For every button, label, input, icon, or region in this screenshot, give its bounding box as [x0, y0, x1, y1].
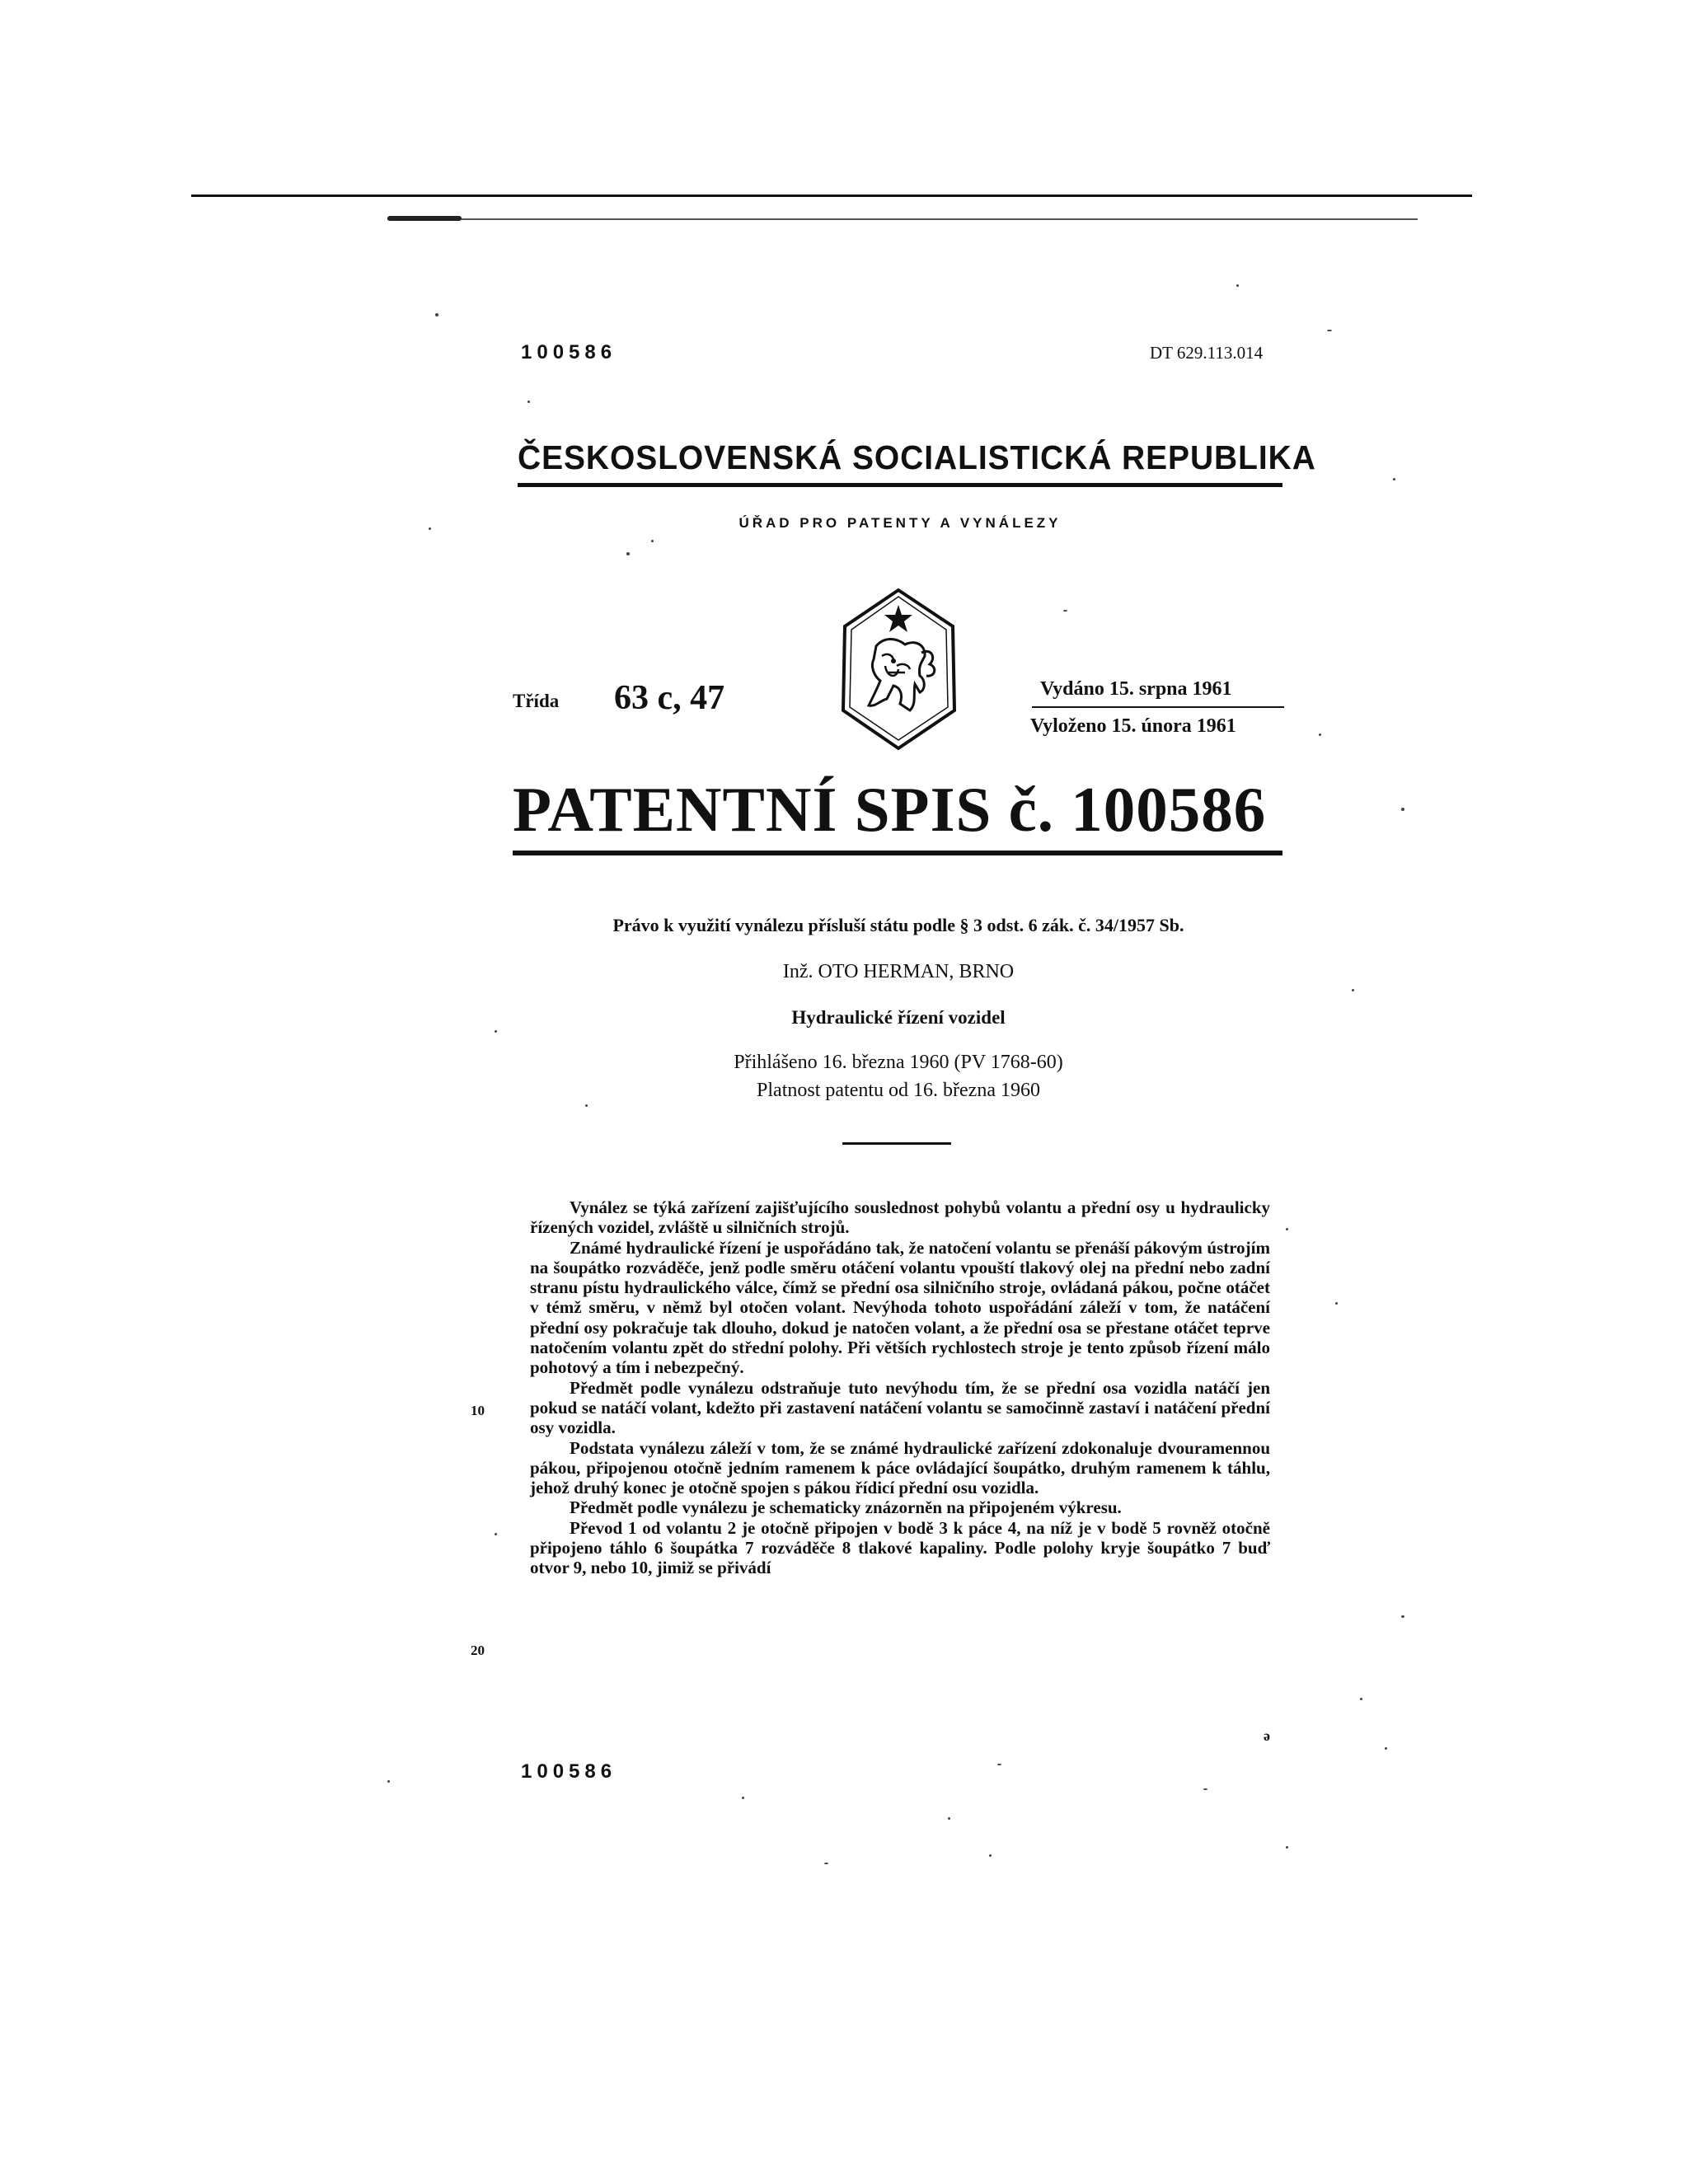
laid-open-date: Vyloženo 15. února 1961 [1030, 715, 1236, 737]
state-title: ČESKOSLOVENSKÁ SOCIALISTICKÁ REPUBLIKA [518, 438, 1316, 476]
validity-date: Platnost patentu od 16. března 1960 [757, 1080, 1040, 1101]
office-name: ÚŘAD PRO PATENTY A VYNÁLEZY [738, 515, 1062, 531]
scan-edge [387, 218, 1418, 220]
paragraph: Předmět podle vynálezu je schematicky znázorněn na připojeném výkresu. [570, 1497, 1122, 1518]
rights-statement: Právo k využití vynálezu přísluší státu podle § 3 odst. 6 zák. č. 34/1957 Sb. [612, 915, 1184, 935]
title-rule [513, 851, 1282, 855]
invention-title: Hydraulické řízení vozidel [791, 1007, 1006, 1028]
patent-title: PATENTNÍ SPIS č. 100586 [513, 774, 1267, 845]
dates-rule [1032, 706, 1284, 708]
state-emblem-icon [839, 587, 959, 752]
paragraph: Vynález se týká zařízení zajišťujícího souslednost pohybů volantu a přední osy u hydraulicky řízených vozidel, zvláště u silničních strojů. [530, 1197, 1270, 1238]
footer-doc-number: 100586 [521, 1760, 617, 1783]
scan-edge-mark [387, 216, 462, 221]
paragraph: Převod 1 od volantu 2 je otočně připojen v bodě 3 k páce 4, na níž je v bodě 5 rovněž otočně připojeno táhlo 6 šoupátka 7 rozváděče 8 tlakové kapaliny. Podle polohy kryje šoupátko 7 buď otvor 9, nebo 10, jimiž se přivádí [530, 1517, 1270, 1578]
page-mark: ə [1264, 1727, 1270, 1744]
filed-date: Přihlášeno 16. března 1960 (PV 1768-60) [734, 1052, 1063, 1073]
separator-rule [842, 1142, 951, 1145]
top-rule [191, 194, 1472, 197]
issued-date: Vydáno 15. srpna 1961 [1040, 678, 1232, 700]
margin-line-number: 10 [471, 1403, 485, 1418]
inventor: Inž. OTO HERMAN, BRNO [782, 961, 1015, 982]
body-text [530, 1197, 1270, 1578]
margin-line-number: 20 [471, 1643, 485, 1658]
paragraph: Podstata vynálezu záleží v tom, že se známé hydraulické zařízení zdokonaluje dvouramennou pákou, připojenou otočně jedním ramenem k páce ovládající šoupátko, druhým ramenem k táhlu, jehož druhý konec je otočně spojen s pákou řídicí přední osu vozidla. [530, 1437, 1270, 1498]
dt-code: DT 629.113.014 [1150, 343, 1264, 363]
class-label: Třída [513, 691, 560, 711]
class-value: 63 c, 47 [614, 679, 725, 717]
paragraph: Předmět podle vynálezu odstraňuje tuto nevýhodu tím, že se přední osa vozidla natáčí jen pokud se natáčí volant, kdežto při zastavení natáčení volantu se samočinně zastaví i natáčení přední osy vozidla. [530, 1377, 1270, 1438]
paragraph: Známé hydraulické řízení je uspořádáno tak, že natočení volantu se přenáší pákovým ústrojím na šoupátko rozváděče, jenž podle směru otáčení volantu vpouští tlakový olej na přední nebo zadní stranu pístu hydraulického válce, čímž se přední osa silničního stroje, ovládaná pákou, počne otáčet v témž směru, v němž byl otočen volant. Nevýhoda tohoto uspořádání záleží v tom, že natáčení přední osy pokračuje tak dlouho, dokud je natočen volant, a že přední osa se přestane otáčet teprve natočením volantu zpět do střední polohy. Při větších rychlostech stroje je tento způsob řízení málo pohotový a tím i nebezpečný. [530, 1237, 1270, 1378]
state-rule [518, 483, 1282, 487]
header-doc-number: 100586 [521, 341, 617, 363]
